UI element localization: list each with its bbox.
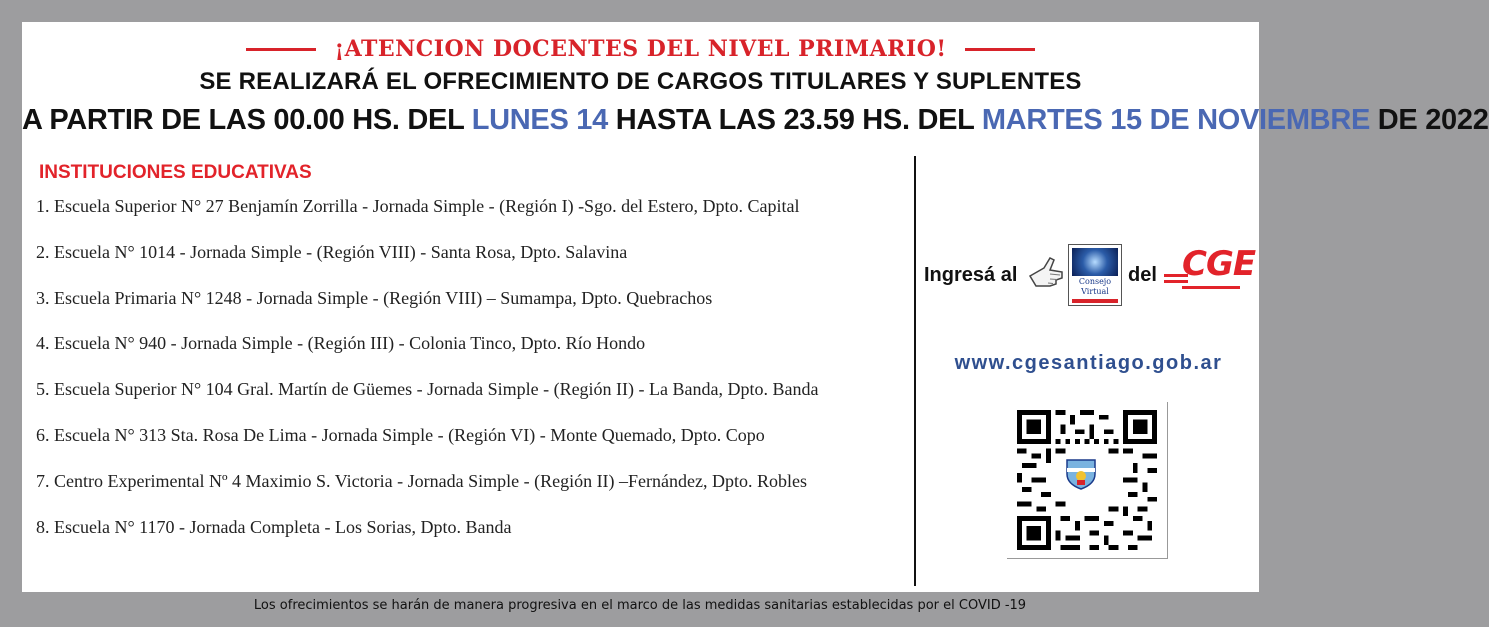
institution-item: 6. Escuela N° 313 Sta. Rosa De Lima - Jornada Simple - (Región VI) - Monte Quemado, Dpto. Copo	[36, 424, 765, 445]
institution-item: 7. Centro Experimental Nº 4 Maximio S. Victoria - Jornada Simple - (Región II) –Fernández, Dpto. Robles	[36, 470, 808, 491]
announcement-dates	[22, 104, 1489, 137]
dates-text-part1: A PARTIR DE LAS 00.00 HS. DEL	[22, 104, 472, 136]
consejo-virtual-text	[1069, 277, 1121, 297]
end-date: MARTES 15 DE NOVIEMBRE	[981, 104, 1371, 136]
ingresa-label: Ingresá al	[924, 264, 1018, 286]
announcement-title: ¡ATENCION DOCENTES DEL NIVEL PRIMARIO!	[334, 36, 947, 62]
heading-rule-right	[965, 48, 1035, 51]
dates-text-part2: HASTA LAS 23.59 HS. DEL	[607, 104, 982, 136]
qr-code-frame	[1007, 402, 1168, 559]
start-date: LUNES 14	[471, 104, 608, 136]
consejo-virtual-screen	[1072, 248, 1118, 276]
institution-item: 4. Escuela N° 940 - Jornada Simple - (Región III) - Colonia Tinco, Dpto. Río Hondo	[36, 333, 646, 354]
announcement-heading	[22, 36, 1259, 62]
cge-logo[interactable]	[1164, 244, 1256, 292]
del-label: del	[1128, 264, 1157, 286]
announcement-subtitle: SE REALIZARÁ EL OFRECIMIENTO DE CARGOS TITULARES Y SUPLENTES	[199, 68, 1082, 95]
consejo-virtual-bar	[1072, 299, 1118, 303]
institution-item: 1. Escuela Superior N° 27 Benjamín Zorrilla - Jornada Simple - (Región I) -Sgo. del Estero, Dpto. Capital	[36, 196, 800, 216]
cv-line2: Virtual	[1081, 287, 1109, 296]
institution-item: 3. Escuela Primaria N° 1248 - Jornada Simple - (Región VIII) – Sumampa, Dpto. Quebrachos	[36, 287, 713, 308]
consejo-virtual-logo[interactable]	[1068, 244, 1122, 306]
ingresa-banner[interactable]	[924, 244, 1254, 304]
footer-note: Los ofrecimientos se harán de manera progresiva en el marco de las medidas sanitarias establecidas por el COVID -19	[253, 598, 1027, 613]
heading-rule-left	[246, 48, 316, 51]
access-panel	[918, 156, 1259, 586]
santiago-shield-icon	[1065, 456, 1097, 490]
institution-item: 8. Escuela N° 1170 - Jornada Completa - Los Sorias, Dpto. Banda	[36, 516, 512, 537]
institution-item: 5. Escuela Superior N° 104 Gral. Martín de Güemes - Jornada Simple - (Región II) - La Banda, Dpto. Banda	[36, 379, 819, 400]
cv-line1: Consejo	[1078, 277, 1112, 286]
institutions-title: INSTITUCIONES EDUCATIVAS	[39, 162, 312, 183]
website-link[interactable]: www.cgesantiago.gob.ar	[954, 352, 1223, 374]
pointing-hand-icon	[1026, 254, 1066, 294]
cge-logo-text: CGE	[1182, 244, 1256, 284]
announcement-card	[22, 22, 1489, 592]
vertical-divider	[914, 156, 916, 586]
institutions-list	[36, 194, 916, 560]
dates-text-part3: DE 2022	[1370, 104, 1489, 136]
institution-item: 2. Escuela N° 1014 - Jornada Simple - (Región VIII) - Santa Rosa, Dpto. Salavina	[36, 241, 628, 262]
